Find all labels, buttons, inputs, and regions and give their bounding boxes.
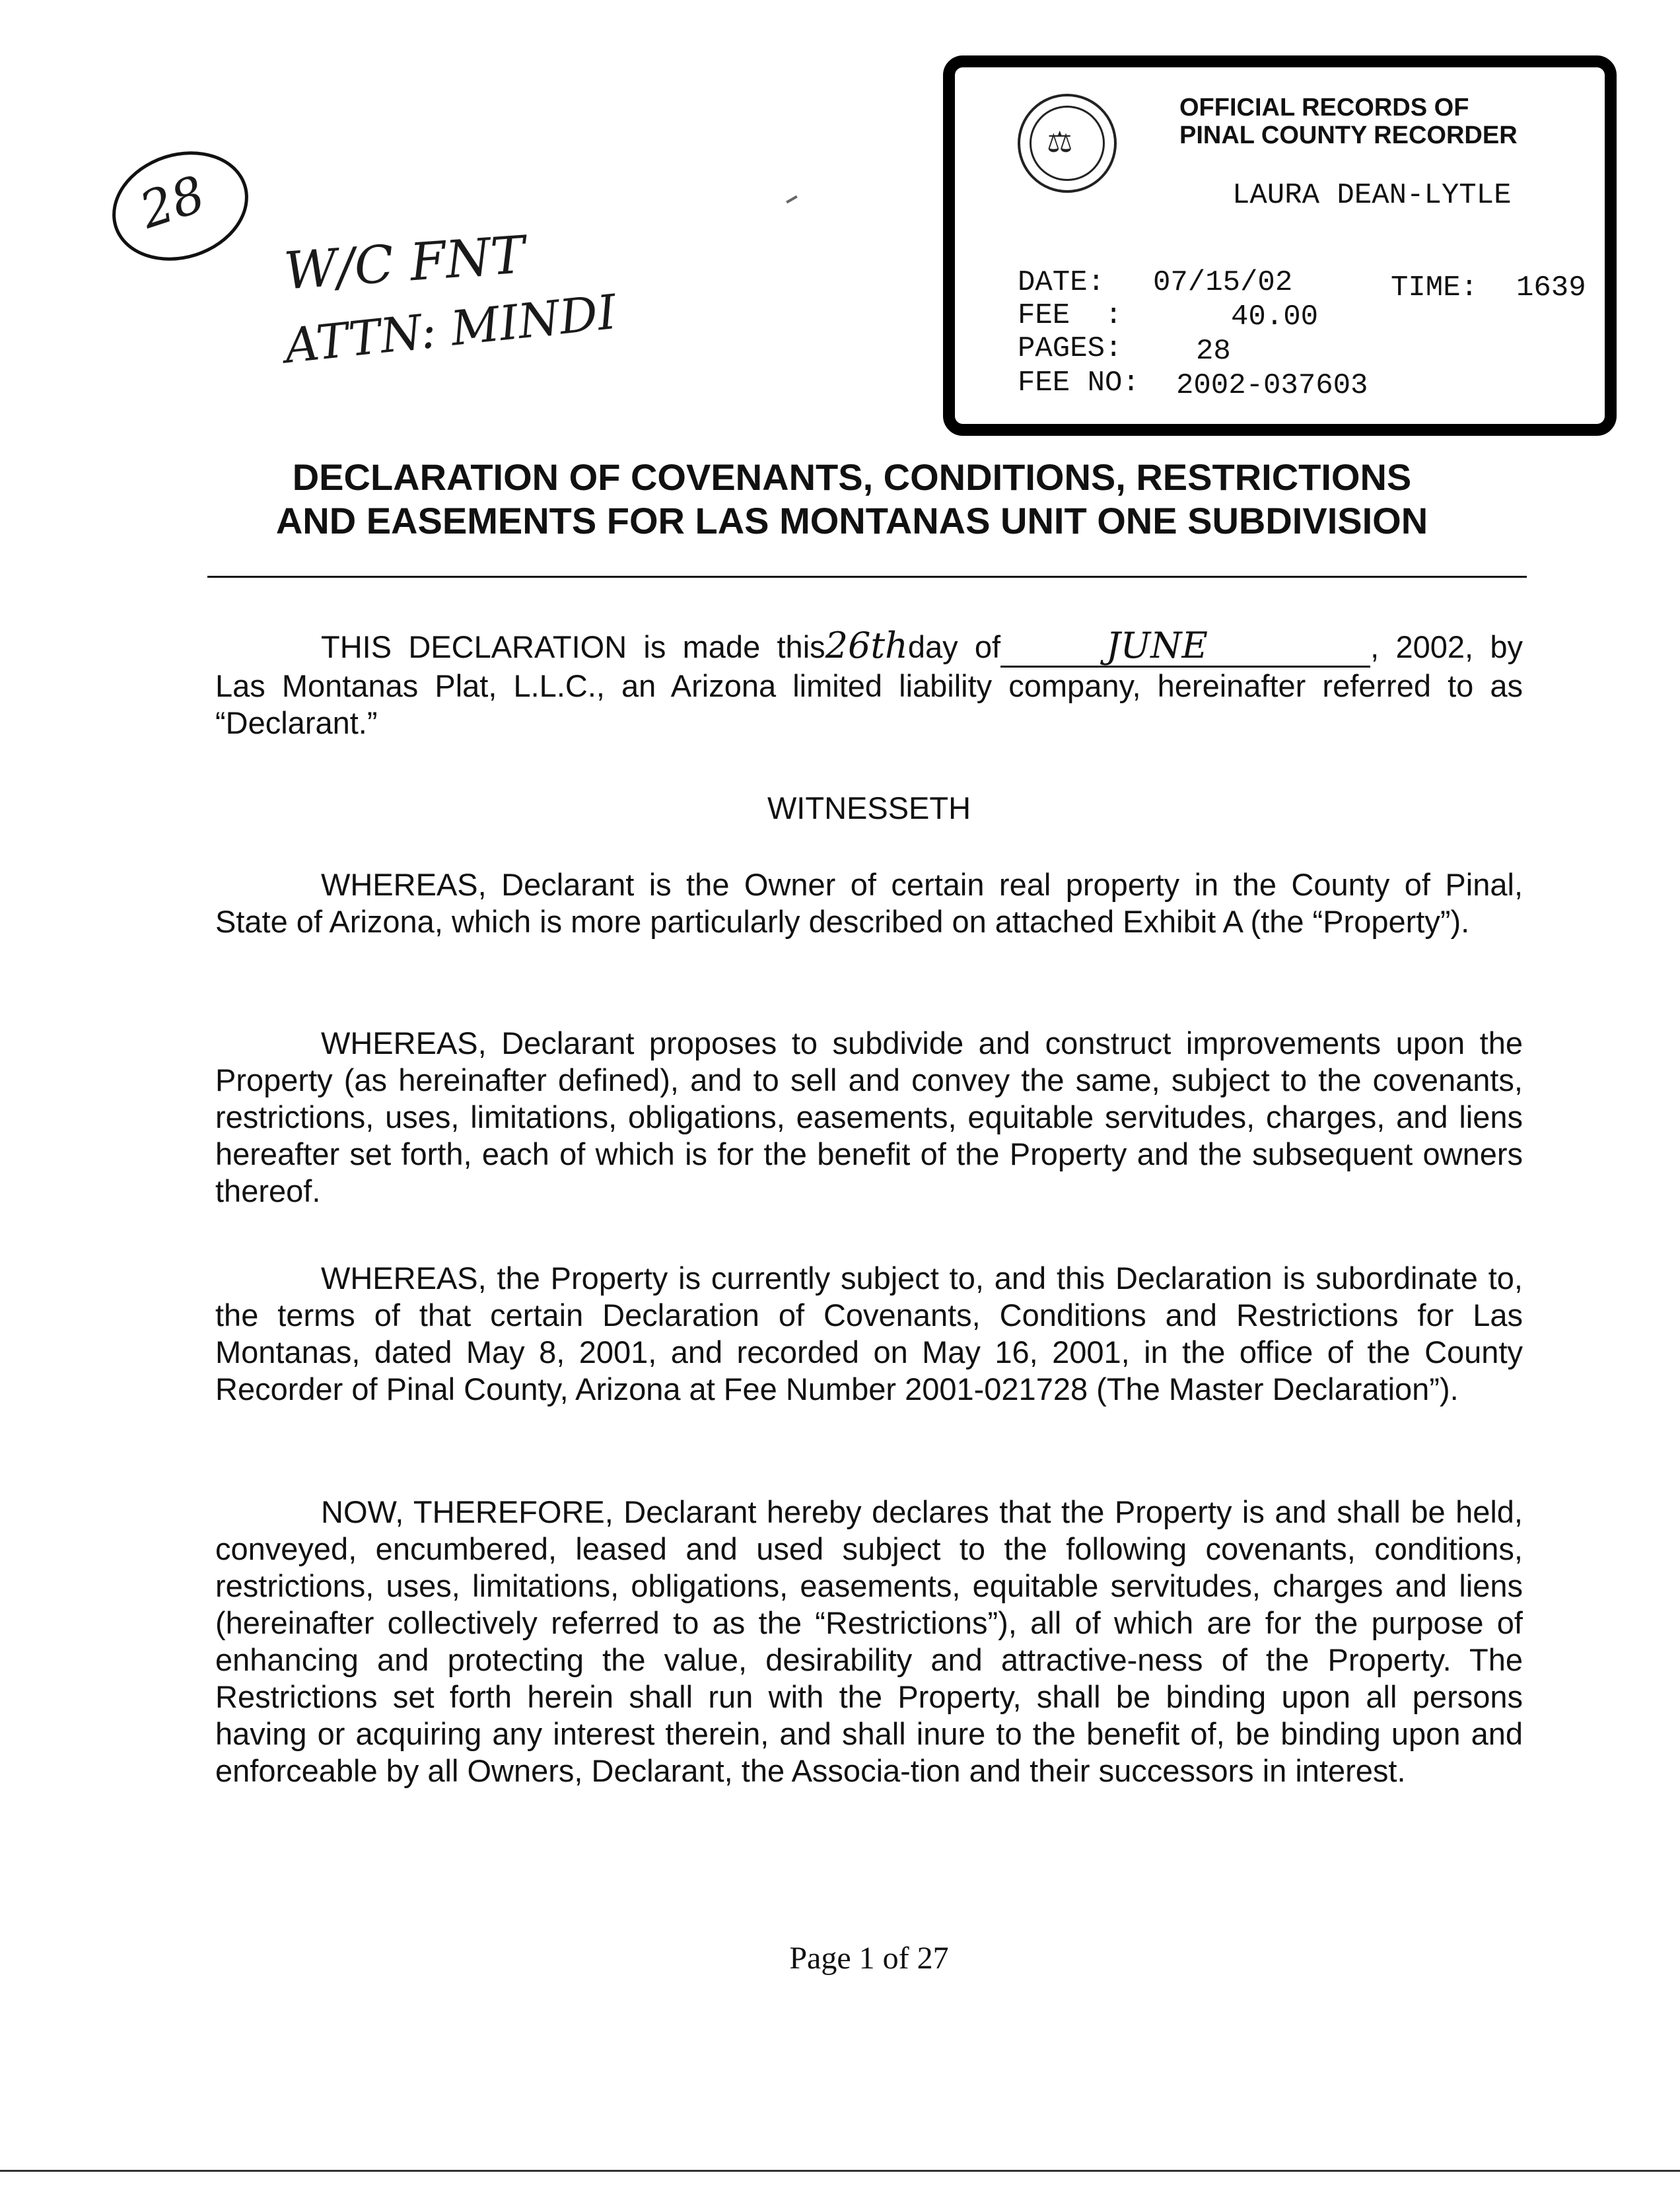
fee-value: 40.00 [1231, 300, 1319, 333]
circled-page-count-annotation [98, 134, 262, 277]
handwritten-month: JUNE [1106, 625, 1208, 666]
date-value: 07/15/02 [1153, 266, 1293, 299]
stamp-title-line2: PINAL COUNTY RECORDER [1179, 122, 1518, 149]
fee-no-label: FEE NO: [1018, 366, 1140, 399]
stamp-title [1179, 94, 1518, 149]
fee-no-value: 2002-037603 [1176, 369, 1368, 402]
intro-text-2: day of [907, 629, 1001, 664]
handwritten-day: 26th [825, 625, 908, 666]
stamp-title-line1: OFFICIAL RECORDS OF [1179, 94, 1469, 122]
scan-edge-line [0, 2170, 1680, 2172]
pages-label: PAGES: [1018, 332, 1123, 365]
date-label: DATE: [1018, 266, 1105, 299]
recorder-name: LAURA DEAN-LYTLE [1232, 179, 1512, 212]
recorder-stamp [943, 55, 1617, 436]
document-title [218, 456, 1486, 543]
whereas-paragraph-2: WHEREAS, Declarant proposes to subdivide and construct improvements upon the Property (as hereinafter defined), and to sell and convey the same, subject to the covenants, restrictions, uses, limitations, obligations, easements, equitable servitudes, charges, and liens hereafter set forth, each of which is for the benefit of the Property and the subsequent owners thereof. [215, 1025, 1523, 1208]
month-blank [1000, 627, 1370, 668]
title-rule [207, 576, 1527, 578]
circled-number: 28 [133, 164, 212, 240]
page-number: Page 1 of 27 [789, 1941, 949, 1976]
document-title-line1: DECLARATION OF COVENANTS, CONDITIONS, RESTRICTIONS [292, 456, 1412, 498]
now-therefore-paragraph: NOW, THEREFORE, Declarant hereby declares that the Property is and shall be held, conveyed, encumbered, leased and used subject to the following covenants, conditions, restrictions, uses, limitations, obligations, easements, equitable servitudes, charges and liens (hereinafter collectively referred to as the “Restrictions”), all of which are for the purpose of enhancing and protecting the value, desirability and attractive-ness of the Property. The Restrictions set forth herein shall run with the Property, shall be binding upon all persons having or acquiring any interest therein, and shall inure to the benefit of, be binding upon and enforceable by all Owners, Declarant, the Associa-tion and their successors in interest. [215, 1494, 1523, 1788]
time-label: TIME: [1391, 271, 1479, 304]
county-seal-icon: ⚖ [1018, 94, 1117, 193]
fee-label: FEE : [1018, 299, 1123, 332]
whereas-paragraph-1: WHEREAS, Declarant is the Owner of certain real property in the County of Pinal, State of Arizona, which is more particularly described on attached Exhibit A (the “Property”). [215, 867, 1523, 939]
stray-mark [786, 195, 798, 203]
time-value: 1639 [1516, 271, 1586, 304]
handwritten-note-line2: ATTN: MINDI [281, 283, 619, 374]
witnesseth-heading: WITNESSETH [767, 790, 971, 825]
whereas-paragraph-3: WHEREAS, the Property is currently subject to, and this Declaration is subordinate to, the terms of that certain Declaration of Covenants, Conditions and Restrictions for Las Montanas, dated May 8, 2001, and recorded on May 16, 2001, in the office of the County Recorder of Pinal County, Arizona at Fee Number 2001-021728 (The Master Declaration”). [215, 1261, 1523, 1406]
intro-paragraph [215, 627, 1523, 742]
handwritten-note-line1: W/C FNT [282, 225, 528, 302]
document-title-line2: AND EASEMENTS FOR LAS MONTANAS UNIT ONE SUBDIVISION [275, 500, 1428, 541]
intro-text-1: THIS DECLARATION is made this [321, 629, 825, 664]
intro-text-3: , 2002, by Las Montanas Plat, L.L.C., an Arizona limited liability company, hereinafter referred to as “Declarant.” [215, 629, 1523, 740]
pages-value: 28 [1196, 335, 1231, 368]
